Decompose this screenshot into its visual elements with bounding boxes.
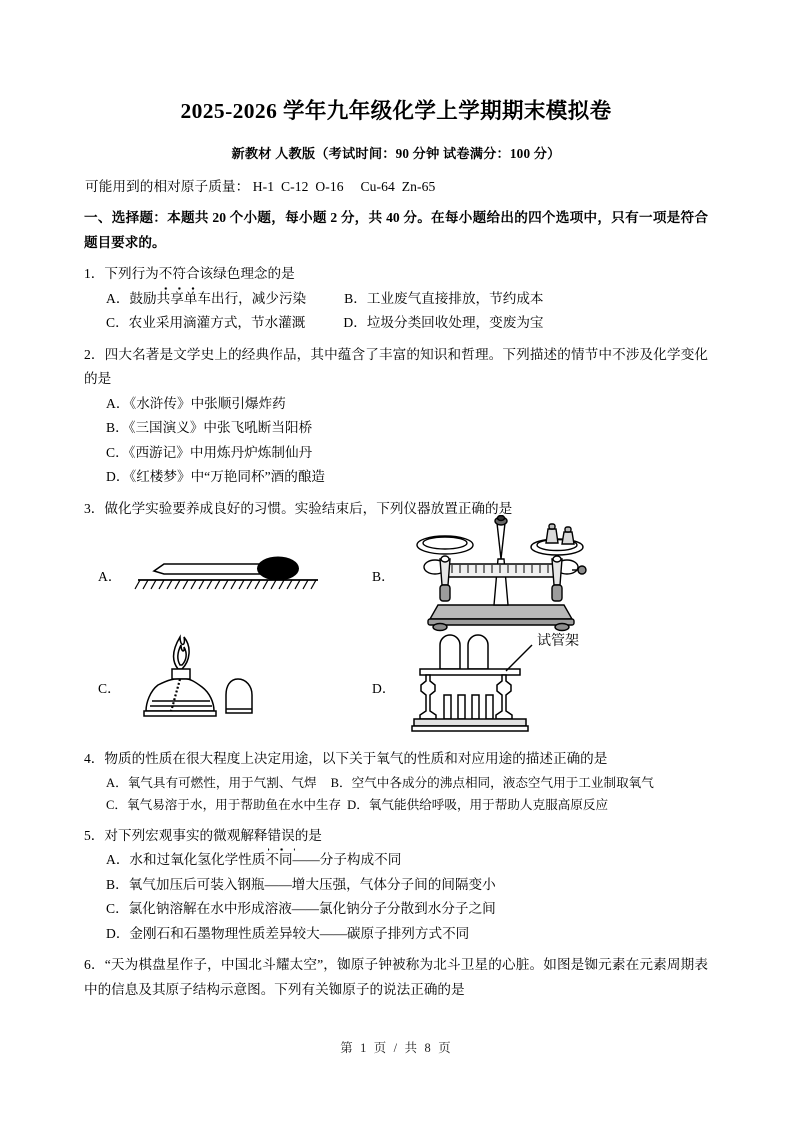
option-label-d[interactable]: D． xyxy=(343,315,367,331)
option-text-c[interactable]: 农业采用滴灌方式，节水灌溉 xyxy=(128,315,306,331)
question-3-figures xyxy=(84,525,708,740)
test-tube-rack-icon xyxy=(406,625,606,737)
option-row xyxy=(106,922,708,946)
option-row xyxy=(106,441,708,465)
question-4-stem-text: 物质的性质在很大程度上决定用途，以下关于氧气的性质和对应用途的描述正确的是 xyxy=(104,751,608,767)
question-6-stem-text: “天为棋盘星作子，中国北斗耀太空”，铷原子钟被称为北斗卫星的心脏。如图是铷元素在元素周期表中的信息及其原子结构示意图。下列有关铷原子的说法正确的是 xyxy=(84,957,708,997)
section-heading: 一、选择题：本题共 20 个小题，每小题 2 分，共 40 分。在每小题给出的四个选项中，只有一项是符合题目要求的。 xyxy=(84,209,708,250)
option-text-d[interactable]: 氧气能供给呼吸，用于帮助人克服高原反应 xyxy=(368,798,609,813)
option-label-d[interactable]: D． xyxy=(347,798,369,813)
question-6-number: 6． xyxy=(84,957,105,973)
question-1-stem xyxy=(84,255,708,286)
question-4-stem xyxy=(84,740,708,771)
option-text-b[interactable]: 工业废气直接排放，节约成本 xyxy=(366,290,544,306)
question-5-number: 5． xyxy=(84,827,105,843)
option-label-b[interactable]: B． xyxy=(344,290,367,306)
option-text-c[interactable]: 氯化钠溶解在水中形成溶液——氯化钠分子分散到水分子之间 xyxy=(128,901,496,917)
question-4-options xyxy=(84,772,708,817)
question-3-option-d[interactable] xyxy=(372,677,395,697)
option-label-d[interactable]: D． xyxy=(106,469,130,485)
question-3-stem-text: 做化学实验要养成良好的习惯。实验结束后，下列仪器放置正确的是 xyxy=(104,500,513,516)
option-text-b[interactable]: 空气中各成分的沸点相同，液态空气用于工业制取氧气 xyxy=(351,775,654,790)
question-2-number: 2． xyxy=(84,346,105,362)
page-title: 2025-2026 学年九年级化学上学期期末模拟卷 xyxy=(180,99,612,123)
question-5-stem xyxy=(84,817,708,848)
page-footer xyxy=(0,1038,793,1056)
atomic-mass-zn: Zn-65 xyxy=(401,178,436,194)
option-label-d[interactable]: D． xyxy=(106,925,130,941)
question-5-stem-part-b: 的是 xyxy=(294,827,322,843)
dropper-icon xyxy=(132,545,322,595)
option-label-c[interactable]: C． xyxy=(106,901,129,917)
option-text-c[interactable]: 《西游记》中用炼丹炉炼制仙丹 xyxy=(128,444,313,460)
question-4-number: 4． xyxy=(84,751,105,767)
option-label-b[interactable]: B． xyxy=(330,775,352,790)
option-label-c[interactable]: C． xyxy=(106,315,129,331)
option-row xyxy=(106,794,708,817)
atomic-mass-c: C-12 xyxy=(280,178,309,194)
option-text-a[interactable]: 氧气具有可燃性，用于气割、气焊 xyxy=(127,775,317,790)
option-label-c[interactable]: C． xyxy=(98,681,121,697)
option-row xyxy=(106,897,708,921)
option-text-c[interactable]: 氧气易溶于水，用于帮助鱼在水中生存 xyxy=(127,798,342,813)
option-text-d[interactable]: 金刚石和石墨物理性质差异较大——碳原子排列方式不同 xyxy=(129,925,470,941)
atomic-mass-o: O-16 xyxy=(315,178,344,194)
option-label-a[interactable]: A． xyxy=(106,775,128,790)
question-3-option-c[interactable] xyxy=(98,677,121,697)
atomic-mass-line xyxy=(84,162,708,195)
alcohol-lamp-figure xyxy=(130,631,280,735)
option-text-d[interactable]: 《红楼梦》中“万艳同杯”酒的酿造 xyxy=(129,469,326,485)
option-text-b[interactable]: 《三国演义》中张飞吼断当阳桥 xyxy=(128,420,313,436)
test-tube-rack-annotation: 试管架 xyxy=(537,634,579,650)
balance-scale-icon xyxy=(406,515,596,633)
question-6-stem xyxy=(84,946,708,1002)
option-row xyxy=(106,392,708,416)
option-label-b[interactable]: B． xyxy=(372,569,395,585)
option-text-a[interactable]: 水和过氧化氢化学性质不同——分子构成不同 xyxy=(129,852,402,868)
test-tube-rack-figure xyxy=(406,625,606,741)
option-row xyxy=(106,873,708,897)
question-3-number: 3． xyxy=(84,500,105,516)
option-label-c[interactable]: C． xyxy=(106,798,127,813)
option-row xyxy=(106,416,708,440)
option-label-a[interactable]: A． xyxy=(106,290,130,306)
atomic-mass-cu: Cu-64 xyxy=(360,178,395,194)
question-5-stem-part-a: 对下列宏观事实的微观解释 xyxy=(104,827,268,843)
option-label-d[interactable]: D． xyxy=(372,681,396,697)
option-text-b[interactable]: 氧气加压后可装入钢瓶——增大压强，气体分子间的间隔变小 xyxy=(128,876,496,892)
question-3-option-a[interactable] xyxy=(98,565,121,585)
option-label-a[interactable]: A． xyxy=(106,395,130,411)
question-2-options xyxy=(84,392,708,490)
question-5-options xyxy=(84,848,708,946)
dropper-on-bench-figure xyxy=(132,545,322,599)
option-label-b[interactable]: B． xyxy=(106,420,129,436)
option-label-c[interactable]: C． xyxy=(106,444,129,460)
option-row xyxy=(106,311,708,335)
option-label-b[interactable]: B． xyxy=(106,876,129,892)
option-row xyxy=(106,465,708,489)
option-text-d[interactable]: 垃圾分类回收处理，变废为宝 xyxy=(366,315,544,331)
option-row xyxy=(106,848,708,872)
option-row xyxy=(106,772,708,795)
question-1-stem-part-a: 下列行为 xyxy=(104,266,159,282)
page-number: 第 1 页 / 共 8 页 xyxy=(340,1041,453,1055)
exam-subtitle: 新教材 人教版（考试时间：90 分钟 试卷满分：100 分） xyxy=(231,145,561,161)
balance-scale-figure xyxy=(406,515,596,637)
question-2-stem-text: 四大名著是文学史上的经典作品，其中蕴含了丰富的知识和哲理。下列描述的情节中不涉及化学变化的是 xyxy=(84,346,709,387)
option-text-a[interactable]: 《水浒传》中张顺引爆炸药 xyxy=(129,395,286,411)
page-content xyxy=(84,0,708,1002)
alcohol-lamp-icon xyxy=(130,631,280,731)
question-3-stem xyxy=(84,490,708,521)
atomic-mass-h: H-1 xyxy=(252,178,275,194)
question-1-emphasis: 不符合 xyxy=(159,262,200,286)
question-1-number: 1． xyxy=(84,266,105,282)
question-5-emphasis: 错误 xyxy=(268,824,295,848)
option-text-a[interactable]: 鼓励共享单车出行，减少污染 xyxy=(129,290,307,306)
option-row xyxy=(106,287,708,311)
question-3-option-b[interactable] xyxy=(372,565,395,585)
question-1-options xyxy=(84,287,708,336)
option-label-a[interactable]: A． xyxy=(98,569,122,585)
atomic-mass-label: 可能用到的相对原子质量： xyxy=(85,178,250,194)
option-label-a[interactable]: A． xyxy=(106,852,130,868)
question-2-stem xyxy=(84,336,708,392)
question-1-stem-part-b: 该绿色理念的是 xyxy=(199,266,295,282)
